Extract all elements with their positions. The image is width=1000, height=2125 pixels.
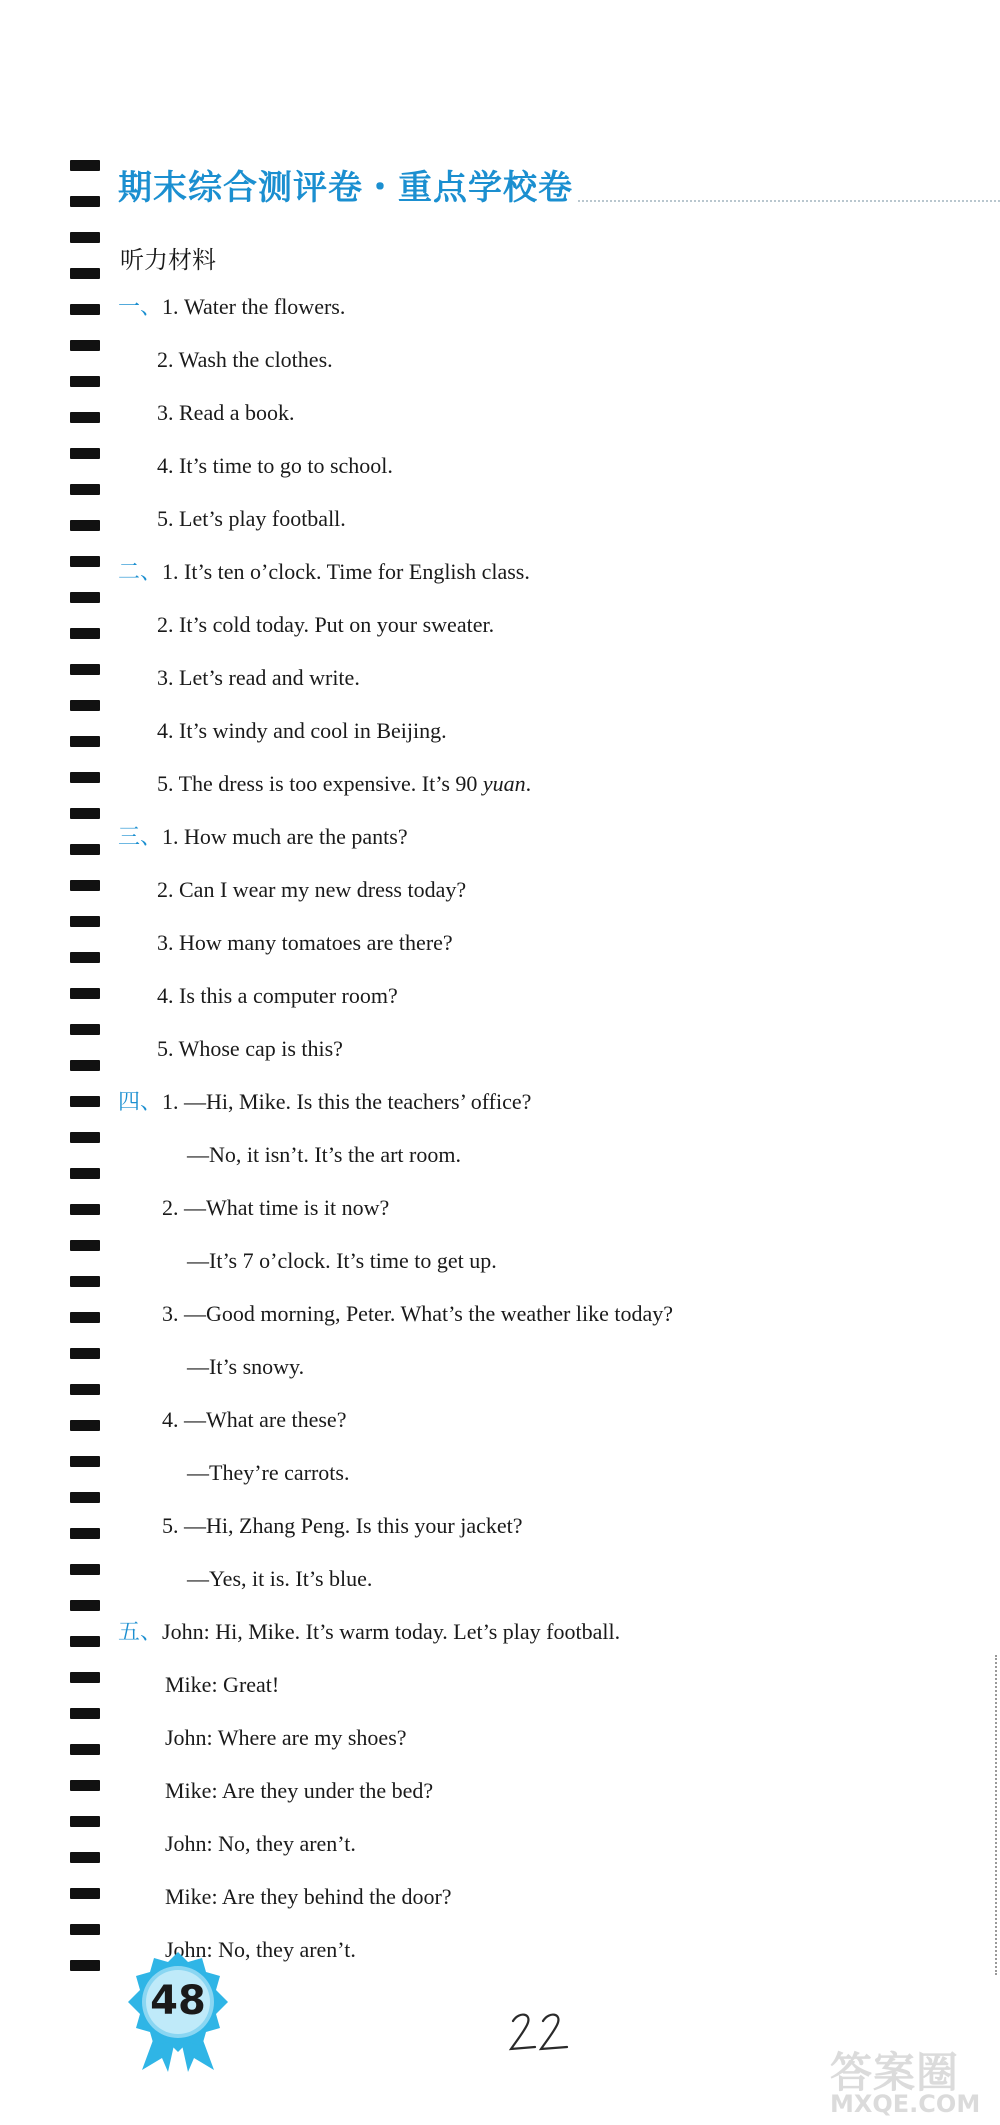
s5-line-5 [165,1829,356,1859]
binding-mark [70,1780,100,1791]
binding-mark [70,1564,100,1575]
watermark [830,2040,995,2120]
s3-line-5 [157,1034,343,1064]
s2-line-2 [157,610,494,640]
s4-d5-q: 5. —Hi, Zhang Peng. Is this your jacket? [162,1513,523,1538]
s4-line-6 [187,1352,304,1382]
binding-mark [70,484,100,495]
binding-mark [70,1960,100,1971]
binding-mark [70,1096,100,1107]
binding-mark [70,700,100,711]
binding-mark [70,772,100,783]
binding-mark [70,1456,100,1467]
s5-line-1 [118,1617,620,1648]
s4-d3-a: —It’s snowy. [187,1354,305,1379]
binding-mark [70,592,100,603]
s2-item-4: 4. It’s windy and cool in Beijing. [157,718,447,743]
watermark-url: MXQE.COM [830,2090,981,2118]
binding-mark [70,952,100,963]
s2-line-3 [157,663,360,693]
binding-mark [70,1744,100,1755]
binding-mark [70,1528,100,1539]
binding-mark [70,1384,100,1395]
binding-mark [70,736,100,747]
s4-d2-a: —It’s 7 o’clock. It’s time to get up. [187,1248,497,1273]
binding-mark [70,232,100,243]
header-title: 期末综合测评卷・重点学校卷 [118,168,573,208]
s5-line-4-text: Mike: Are they under the bed? [165,1778,434,1803]
binding-mark [70,412,100,423]
s2-line-5 [157,769,531,799]
s4-line-8 [187,1458,349,1488]
binding-mark [70,1492,100,1503]
binding-mark [70,1708,100,1719]
s1-line-5 [157,504,346,534]
binding-mark [70,664,100,675]
s1-item-2: 2. Wash the clothes. [157,347,333,372]
s4-line-4 [187,1246,497,1276]
handwritten-mark [505,2005,575,2057]
binding-mark [70,1636,100,1647]
s5-line-5-text: John: No, they aren’t. [165,1831,356,1856]
binding-mark [70,160,100,171]
binding-mark [70,1600,100,1611]
binding-mark [70,196,100,207]
s4-line-10 [187,1564,372,1594]
s3-line-4 [157,981,398,1011]
watermark-logo: 答案圈 [830,2048,960,2097]
s3-item-1: 1. How much are the pants? [162,824,408,849]
s5-line-2 [165,1670,279,1700]
s1-item-4: 4. It’s time to go to school. [157,453,393,478]
s4-line-1 [118,1087,531,1118]
binding-mark [70,1852,100,1863]
section-marker-2: 二、 [118,560,163,585]
s1-line-4 [157,451,393,481]
s3-line-3 [157,928,453,958]
s2-item-3: 3. Let’s read and write. [157,665,360,690]
binding-mark [70,556,100,567]
s5-line-7-text: John: No, they aren’t. [165,1937,356,1962]
s4-d4-q: 4. —What are these? [162,1407,347,1432]
binding-mark [70,1240,100,1251]
s5-line-4 [165,1776,433,1806]
s4-line-2 [187,1140,461,1170]
s5-line-1-text: John: Hi, Mike. It’s warm today. Let’s play football. [162,1619,621,1644]
binding-mark [70,844,100,855]
s2-item-5-end: . [525,771,532,796]
s4-d2-q: 2. —What time is it now? [162,1195,390,1220]
section-marker-3: 三、 [118,825,163,850]
binding-mark [70,340,100,351]
binding-mark [70,988,100,999]
s1-item-3: 3. Read a book. [157,400,295,425]
section-title: 听力材料 [120,246,216,274]
s4-d4-a: —They’re carrots. [187,1460,350,1485]
section-marker-4: 四、 [118,1090,163,1115]
s3-line-1 [118,822,408,853]
section-marker-5: 五、 [118,1620,163,1645]
s3-item-4: 4. Is this a computer room? [157,983,398,1008]
binding-mark [70,1024,100,1035]
binding-mark [70,880,100,891]
s2-line-1 [118,557,530,588]
s1-item-1: 1. Water the flowers. [162,294,346,319]
binding-mark [70,1204,100,1215]
binding-mark [70,1168,100,1179]
s1-item-5: 5. Let’s play football. [157,506,346,531]
s4-line-3 [162,1193,389,1223]
s4-line-5 [162,1299,673,1329]
s2-item-1: 1. It’s ten o’clock. Time for English class. [162,559,530,584]
s2-item-2: 2. It’s cold today. Put on your sweater. [157,612,495,637]
s3-item-2: 2. Can I wear my new dress today? [157,877,467,902]
s2-line-4 [157,716,447,746]
s3-item-3: 3. How many tomatoes are there? [157,930,453,955]
edge-dotted-line [995,1655,997,1975]
s4-line-9 [162,1511,523,1541]
binding-mark [70,1132,100,1143]
s4-d3-q: 3. —Good morning, Peter. What’s the weather like today? [162,1301,673,1326]
s1-line-2 [157,345,333,375]
s4-d5-a: —Yes, it is. It’s blue. [187,1566,373,1591]
binding-mark [70,304,100,315]
s4-d1-q: 1. —Hi, Mike. Is this the teachers’ office? [162,1089,532,1114]
binding-marks [70,160,100,1980]
binding-mark [70,628,100,639]
binding-mark [70,1276,100,1287]
s5-line-6 [165,1882,452,1912]
binding-mark [70,916,100,927]
page-number: 48 [150,1978,206,2024]
s4-line-7 [162,1405,346,1435]
s2-item-5-currency: yuan [482,771,526,796]
s1-line-3 [157,398,294,428]
binding-mark [70,268,100,279]
s4-d1-a: —No, it isn’t. It’s the art room. [187,1142,461,1167]
binding-mark [70,1348,100,1359]
binding-mark [70,1816,100,1827]
s5-line-3-text: John: Where are my shoes? [165,1725,407,1750]
binding-mark [70,1312,100,1323]
binding-mark [70,1924,100,1935]
binding-mark [70,1060,100,1071]
s5-line-6-text: Mike: Are they behind the door? [165,1884,452,1909]
s3-line-2 [157,875,466,905]
binding-mark [70,1420,100,1431]
binding-mark [70,448,100,459]
header-dotted-rule [578,200,1000,202]
page-header [118,160,978,210]
s2-item-5: 5. The dress is too expensive. It’s 90 [157,771,483,796]
s5-line-2-text: Mike: Great! [165,1672,280,1697]
section-marker-1: 一、 [118,295,163,320]
binding-mark [70,376,100,387]
binding-mark [70,1672,100,1683]
binding-mark [70,1888,100,1899]
page-number-badge [118,1950,238,2070]
s1-line-1 [118,292,345,323]
s5-line-3 [165,1723,407,1753]
binding-mark [70,520,100,531]
s3-item-5: 5. Whose cap is this? [157,1036,343,1061]
binding-mark [70,808,100,819]
